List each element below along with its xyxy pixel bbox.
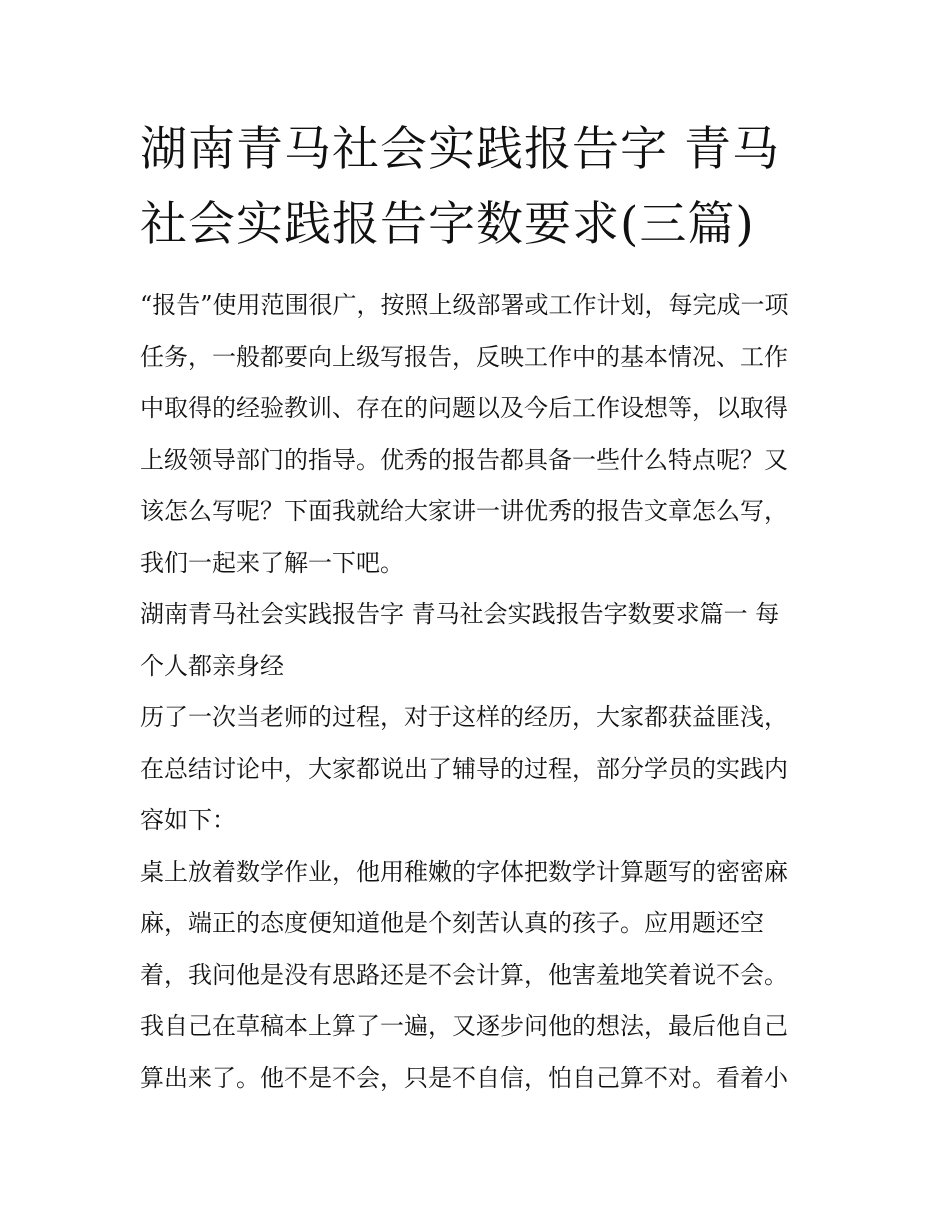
body-line: 着，我问他是没有思路还是不会计算，他害羞地笑着说不会。: [140, 960, 788, 989]
body-line: 桌上放着数学作业，他用稚嫩的字体把数学计算题写的密密麻: [140, 857, 788, 886]
body-line: 我们一起来了解一下吧。: [140, 548, 404, 577]
body-line: “报告”使用范围很广，按照上级部署或工作计划，每完成一项: [140, 291, 789, 319]
title-line-2: 社会实践报告字数要求(三篇): [140, 197, 755, 252]
section-heading-line: 个人都亲身经: [140, 651, 284, 680]
body-line: 上级领导部门的指导。优秀的报告都具备一些什么特点呢？又: [140, 445, 788, 474]
body-line: 麻，端正的态度便知道他是个刻苦认真的孩子。应用题还空: [140, 909, 764, 937]
document-title: [140, 112, 820, 262]
body-line: 任务，一般都要向上级写报告，反映工作中的基本情况、工作: [140, 342, 788, 371]
body-line: 容如下：: [140, 806, 236, 834]
body-line: 历了一次当老师的过程，对于这样的经历，大家都获益匪浅，: [140, 703, 788, 731]
body-line: 算出来了。他不是不会，只是不自信，怕自己算不对。看着小: [140, 1063, 788, 1092]
body-line: 中取得的经验教训、存在的问题以及今后工作设想等，以取得: [140, 394, 788, 422]
title-line-1: 湖南青马社会实践报告字 青马: [140, 122, 780, 177]
body-line: 该怎么写呢？下面我就给大家讲一讲优秀的报告文章怎么写，: [140, 497, 788, 525]
body-line: 我自己在草稿本上算了一遍，又逐步问他的想法，最后他自己: [140, 1012, 788, 1040]
body-line: 在总结讨论中，大家都说出了辅导的过程，部分学员的实践内: [140, 754, 788, 783]
section-heading-line: 湖南青马社会实践报告字 青马社会实践报告字数要求篇一 每: [140, 600, 780, 628]
document-body: [140, 280, 820, 1104]
